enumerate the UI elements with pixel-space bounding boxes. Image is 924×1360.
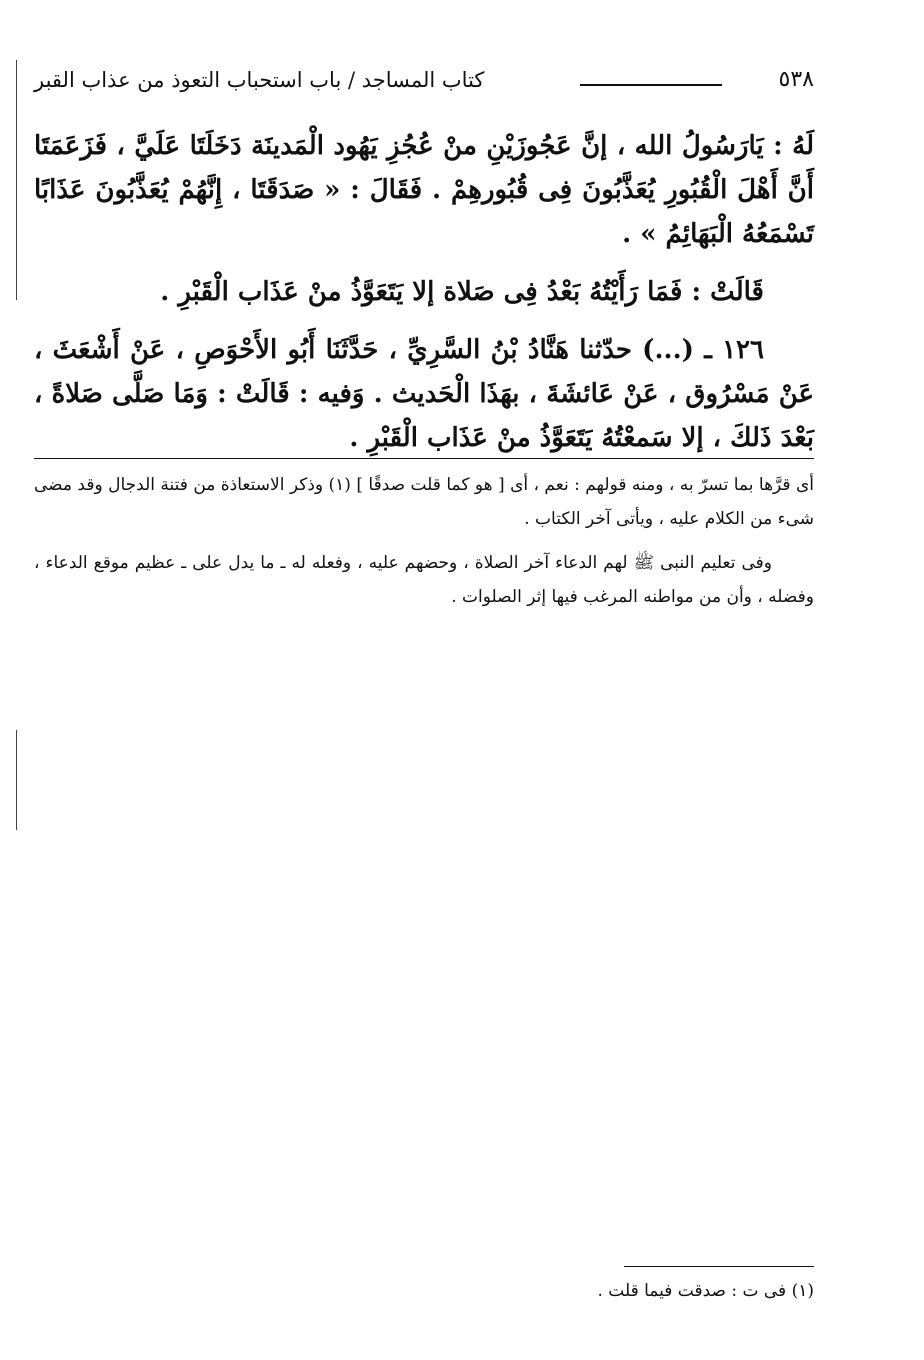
commentary-rule	[34, 458, 814, 459]
page-number: ٥٣٨	[778, 67, 814, 92]
footnote-rule	[624, 1266, 814, 1267]
commentary-paragraph: وفى تعليم النبى ﷺ لهم الدعاء آخر الصلاة ، وحضهم عليه ، وفعله له ـ ما يدل على ـ عظيم موقع الدعاء ، وفضله ، وأن من مواطنه المرغب فيها إثر الصلوات .	[34, 553, 814, 607]
page-header	[34, 62, 814, 98]
footnote	[34, 1276, 814, 1306]
footnote-item: (١) فى ت : صدقت فيما قلت .	[597, 1281, 814, 1301]
scan-edge-line	[16, 60, 17, 300]
commentary-paragraph: أى قرَّها بما تسرّ به ، ومنه قولهم : نعم ، أى [ هو كما قلت صدقًا ] (١) وذكر الاستعاذة من فتنة الدجال وقد مضى شىء من الكلام عليه ، ويأتى آخر الكتاب .	[34, 475, 814, 529]
running-title: كتاب المساجد / باب استحباب التعوذ من عذاب القبر	[34, 68, 485, 92]
commentary-section	[34, 468, 814, 624]
hadith-text	[34, 124, 814, 474]
hadith-paragraph: قَالَتْ : فَمَا رَأَيْتُهُ بَعْدُ فِى صَلاة إلا يَتَعَوَّذُ منْ عَذَاب الْقَبْرِ .	[160, 277, 764, 307]
scan-edge-line	[16, 730, 17, 830]
header-rule	[580, 84, 722, 86]
hadith-paragraph: لَهُ : يَارَسُولُ الله ، إنَّ عَجُوزَيْنِ منْ عُجُزِ يَهُود الْمَدينَة دَخَلَتَا عَلَيَّ ، فَزَعَمَتَا أَنَّ أَهْلَ الْقُبُورِ يُعَذَّبُونَ فِى قُبُورهِمْ . فَقَالَ : « صَدَقَتَا ، إِنَّهُمْ يُعَذَّبُونَ عَذَابًا تَسْمَعُهُ الْبَهَائِمُ » .	[34, 131, 814, 249]
hadith-paragraph: ١٢٦ ـ (...) حدّثنا هَنَّادُ بْنُ السَّرِيِّ ، حَدَّثَنَا أَبُو الأَحْوَصِ ، عَنْ أَشْعَثَ ، عَنْ مَسْرُوق ، عَنْ عَائشَةَ ، بهَذَا الْحَديث . وَفيه : قَالَتْ : وَمَا صَلَّى صَلاةً ، بَعْدَ ذَلكَ ، إلا سَمعْتُهُ يَتَعَوَّذُ منْ عَذَاب الْقَبْرِ .	[34, 335, 814, 453]
